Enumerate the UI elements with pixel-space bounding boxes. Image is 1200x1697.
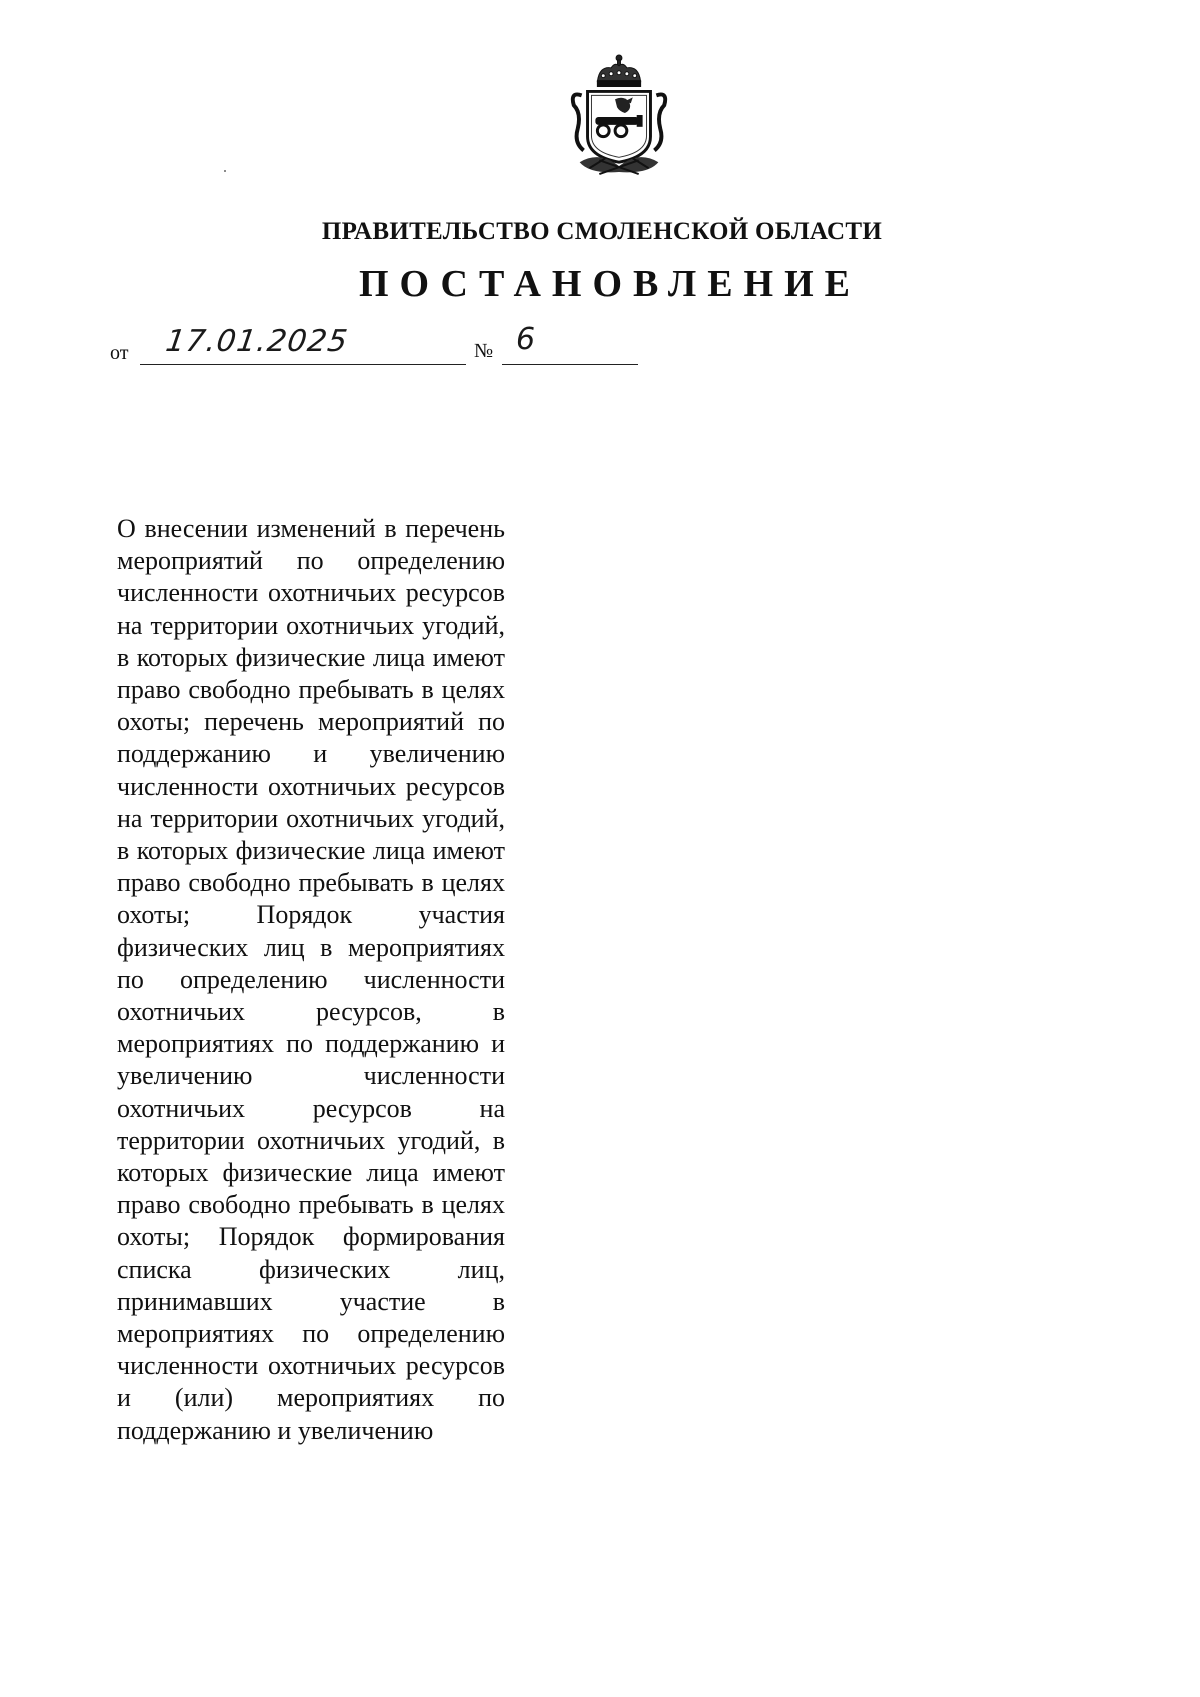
date-prefix-label: от [110, 342, 129, 364]
coat-of-arms-emblem [560, 52, 678, 180]
scan-speck [224, 170, 226, 172]
number-label: № [474, 340, 494, 362]
decree-subject-text: О внесении изменений в перечень мероприятий по определению численности охотничьих ресурсов на территории охотничьих угодий, в которых физические лица имеют право свободно пребывать в целях охоты; перечень мероприятий по поддержанию и увеличению численности охотничьих ресурсов на территории охотничьих угодий, в которых физические лица имеют право свободно пребывать в целях охоты; Порядок участия физических лиц в мероприятиях по определению численности охотничьих ресурсов, в мероприятиях по поддержанию и увеличению численности охотничьих ресурсов на территории охотничьих угодий, в которых физические лица имеют право свободно пребывать в целях охоты; Порядок формирования списка физических лиц, принимавших участие в мероприятиях по определению численности охотничьих ресурсов и (или) мероприятиях по поддержанию и увеличению [117, 514, 505, 1445]
registration-line [110, 322, 536, 370]
number-handwritten-value: 6 [516, 322, 536, 357]
coat-of-arms-icon [560, 52, 678, 180]
document-type-title: ПОСТАНОВЛЕНИЕ [358, 263, 862, 305]
date-field [140, 326, 466, 365]
date-handwritten-value: 17.01.2025 [163, 324, 351, 359]
government-name-heading: ПРАВИТЕЛЬСТВО СМОЛЕНСКОЙ ОБЛАСТИ [321, 218, 883, 245]
number-field [502, 322, 638, 365]
